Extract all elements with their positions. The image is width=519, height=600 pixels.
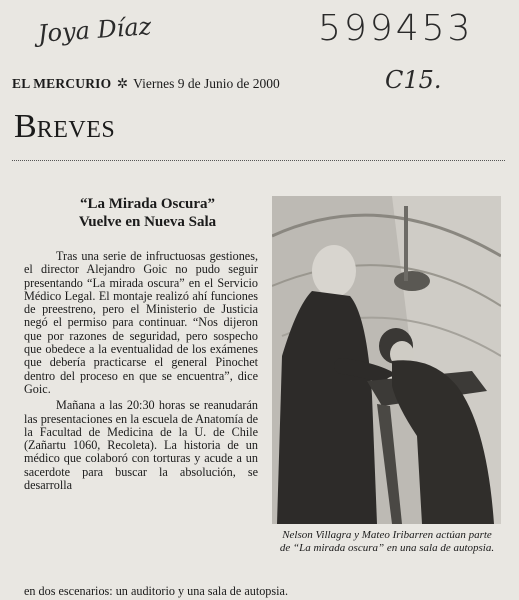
handwritten-clip-number: 599453 (318, 8, 474, 49)
section-title (14, 108, 115, 146)
star-separator-icon: ✲ (116, 76, 129, 91)
handwritten-name: Joya Díaz (37, 12, 153, 48)
article-headline (40, 195, 255, 231)
publication-date: Viernes 9 de Junio de 2000 (133, 76, 280, 91)
section-title-rest: REVES (36, 117, 116, 143)
handwritten-page-ref: C15. (385, 66, 442, 94)
masthead (12, 76, 280, 92)
headline-line-1: “La Mirada Oscura” (80, 196, 215, 212)
article-paragraph-tail: en dos escenarios: un auditorio y una sala de autopsia. (24, 584, 288, 598)
article-paragraph-1: Tras una serie de infructuosas gestiones, el director Alejandro Goic no pudo seguir presentando “La mirada oscura” en el Servicio Médico Legal. El montaje realizó ahí funciones de preestreno, pero el Ministerio de Justicia negó el permiso para continuar. “Nos dijeron que por razones de seguridad, pero sospecho que obedece a la eventualidad de los exámenes que debería practicarse el general Pinochet dentro del proceso en que se encuentra”, dice Goic. (24, 249, 258, 396)
article-paragraph-2: Mañana a las 20:30 horas se reanudarán las presentaciones en la escuela de Anatomía de la Facultad de Medicina de la U. de Chile (Zañartu 1060, Recoleta). La historia de un médico que colaboró con torturas y acude a un sacerdote para buscar la absolución, se desarrolla (24, 398, 258, 493)
article-photo (272, 196, 501, 524)
section-title-initial: B (14, 108, 37, 145)
article-body (24, 250, 258, 495)
section-divider (12, 160, 505, 161)
headline-line-2: Vuelve en Nueva Sala (78, 214, 217, 230)
photo-caption: Nelson Villagra y Mateo Iribarren actúan parte de “La mirada oscura” en una sala de autopsia. (279, 529, 495, 554)
newspaper-name: EL MERCURIO (12, 76, 112, 91)
photo-scene (272, 196, 501, 524)
